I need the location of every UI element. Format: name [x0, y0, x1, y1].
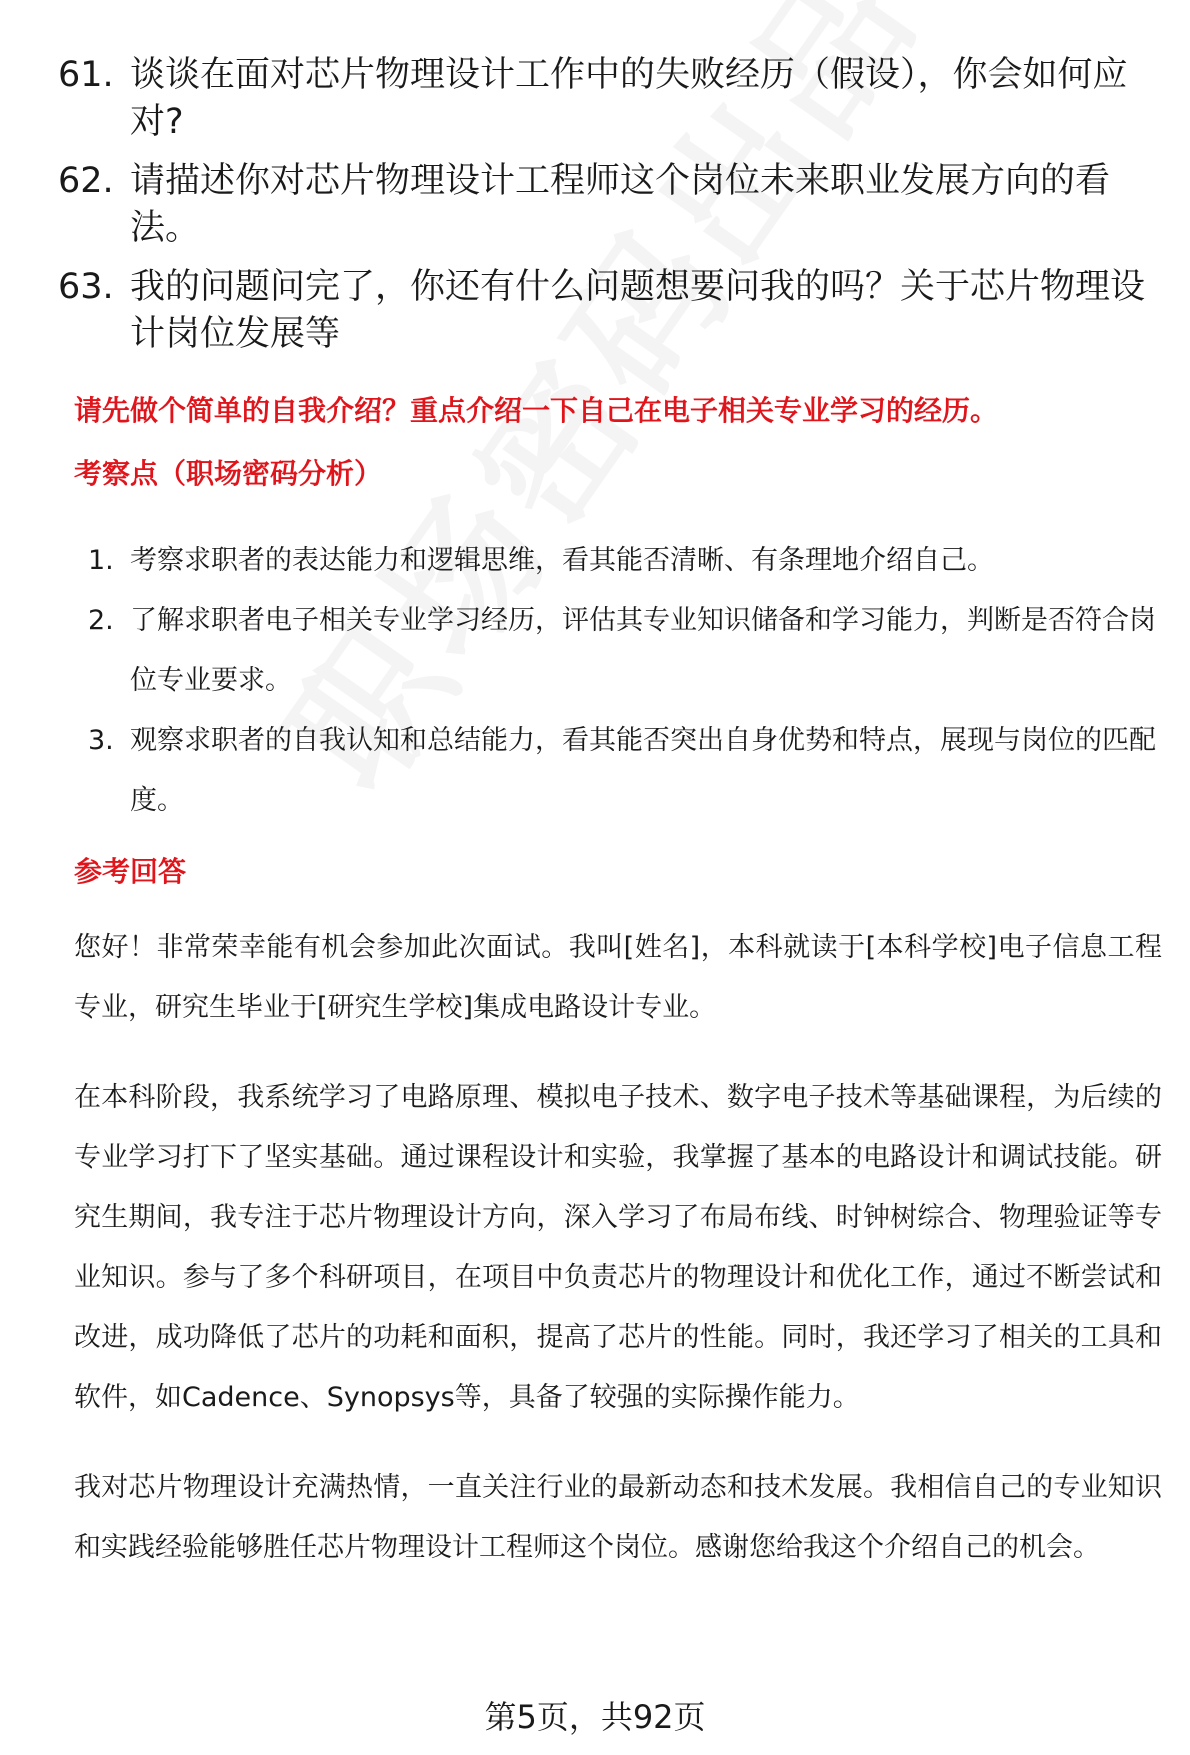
- question-text: 请描述你对芯片物理设计工程师这个岗位未来职业发展方向的看法。: [130, 161, 1111, 248]
- point-text: 了解求职者电子相关专业学习经历，评估其专业知识储备和学习能力，判断是否符合岗位专业要求。: [130, 605, 1156, 696]
- question-text: 我的问题问完了，你还有什么问题想要问我的吗？关于芯片物理设计岗位发展等: [130, 267, 1146, 354]
- point-number: 1.: [88, 545, 114, 576]
- assessment-point: [74, 711, 1159, 831]
- answer-paragraph: 您好！非常荣幸能有机会参加此次面试。我叫[姓名]，本科就读于[本科学校]电子信息工程专业，研究生毕业于[研究生学校]集成电路设计专业。: [74, 932, 1162, 1023]
- question-item: [58, 52, 1148, 146]
- question-number: 61.: [58, 55, 114, 95]
- question-item: [58, 158, 1148, 252]
- page-number-footer: 第5页，共92页: [484, 1698, 706, 1736]
- assessment-point: [74, 591, 1159, 711]
- answer-paragraph: 在本科阶段，我系统学习了电路原理、模拟电子技术、数字电子技术等基础课程，为后续的专业学习打下了坚实基础。通过课程设计和实验，我掌握了基本的电路设计和调试技能。研究生期间，我专注于芯片物理设计方向，深入学习了布局布线、时钟树综合、物理验证等专业知识。参与了多个科研项目，在项目中负责芯片的物理设计和优化工作，通过不断尝试和改进，成功降低了芯片的功耗和面积，提高了芯片的性能。同时，我还学习了相关的工具和软件，如Cadence、Synopsys等，具备了较强的实际操作能力。: [74, 1082, 1162, 1413]
- reference-answer-heading: 参考回答: [74, 855, 187, 888]
- answer-paragraph: 我对芯片物理设计充满热情，一直关注行业的最新动态和技术发展。我相信自己的专业知识和实践经验能够胜任芯片物理设计工程师这个岗位。感谢您给我这个介绍自己的机会。: [74, 1472, 1162, 1563]
- question-number: 62.: [58, 161, 114, 201]
- point-number: 2.: [88, 605, 114, 636]
- point-text: 观察求职者的自我认知和总结能力，看其能否突出自身优势和特点，展现与岗位的匹配度。: [130, 725, 1156, 816]
- point-text: 考察求职者的表达能力和逻辑思维，看其能否清晰、有条理地介绍自己。: [130, 545, 994, 576]
- question-list: [58, 52, 1148, 370]
- assessment-points-heading: 考察点（职场密码分析）: [74, 457, 383, 490]
- reference-answer: [74, 918, 1162, 1608]
- question-number: 63.: [58, 267, 114, 307]
- point-number: 3.: [88, 725, 114, 756]
- question-text: 谈谈在面对芯片物理设计工作中的失败经历（假设），你会如何应对?: [130, 55, 1128, 142]
- assessment-points-list: [74, 531, 1159, 831]
- interview-question-title: 请先做个简单的自我介绍？重点介绍一下自己在电子相关专业学习的经历。: [74, 394, 999, 427]
- question-item: [58, 264, 1148, 358]
- assessment-point: [74, 531, 1159, 591]
